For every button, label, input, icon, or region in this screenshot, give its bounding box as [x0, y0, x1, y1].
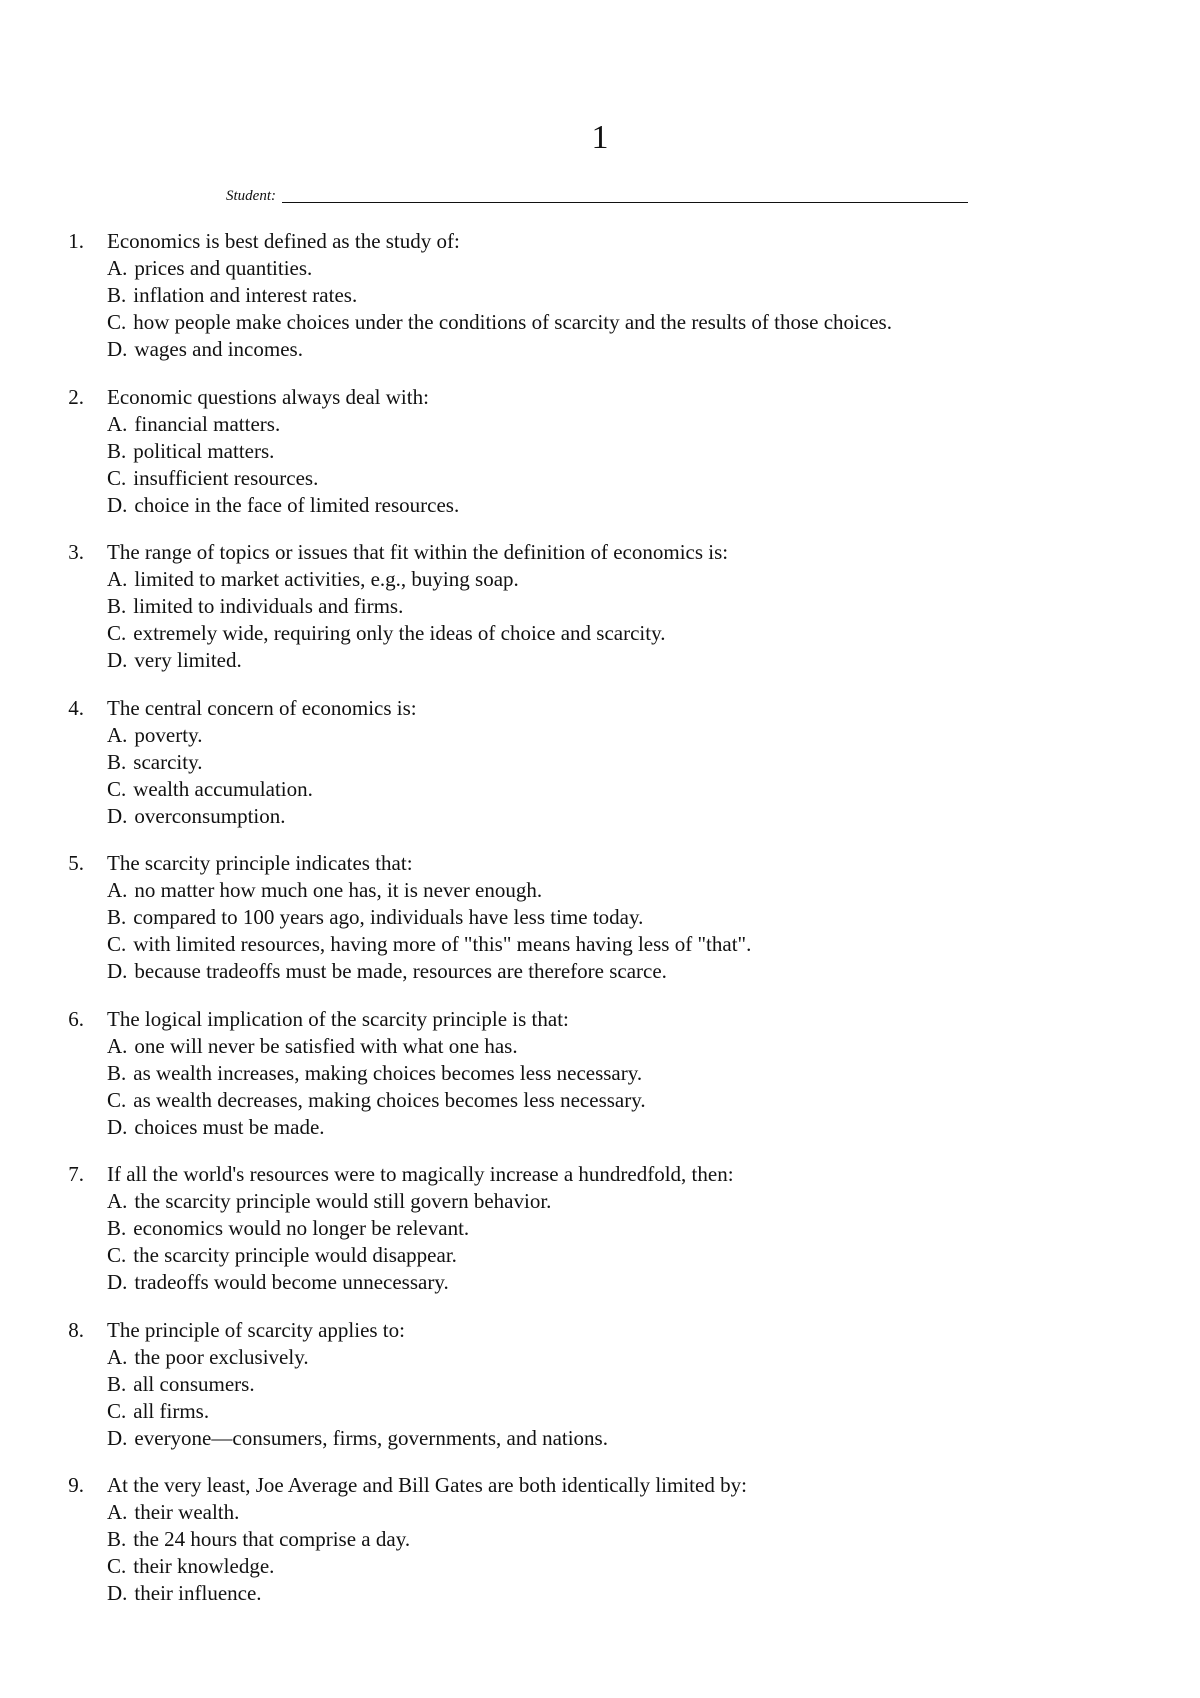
choice-letter: A. — [107, 411, 128, 436]
choice-text: the poor exclusively. — [134, 1344, 309, 1369]
choice-letter: D. — [107, 803, 128, 828]
choice-letter: A. — [107, 256, 128, 280]
choice-c — [107, 1398, 209, 1425]
student-name-field[interactable] — [226, 186, 968, 206]
choice-letter: B. — [107, 1216, 127, 1240]
choice-text: how people make choices under the conditions of scarcity and the results of those choices. — [133, 310, 892, 334]
choice-letter: B. — [107, 1060, 127, 1085]
choice-d — [107, 1425, 608, 1452]
choice-c — [107, 309, 892, 336]
choice-c — [107, 620, 665, 647]
choice-letter: D. — [107, 1425, 128, 1450]
question-number: 1. — [68, 229, 84, 253]
choice-text: all consumers. — [133, 1371, 255, 1396]
question-stem: At the very least, Joe Average and Bill Gates are both identically limited by: — [107, 1473, 747, 1497]
choice-text: limited to individuals and firms. — [133, 594, 404, 618]
choice-text: choices must be made. — [134, 1114, 325, 1139]
page-number: 1 — [591, 119, 609, 156]
question-stem: The logical implication of the scarcity principle is that: — [107, 1006, 569, 1031]
choice-letter: C. — [107, 1554, 127, 1578]
choice-text: wealth accumulation. — [133, 776, 313, 801]
choice-letter: C. — [107, 621, 127, 645]
choice-text: because tradeoffs must be made, resources are therefore scarce. — [134, 959, 667, 983]
choice-text: as wealth increases, making choices becomes less necessary. — [133, 1060, 643, 1085]
choice-text: one will never be satisfied with what one has. — [134, 1033, 518, 1058]
choice-c — [107, 465, 318, 492]
choice-letter: C. — [107, 1398, 127, 1423]
question-stem: Economics is best defined as the study of: — [107, 229, 460, 253]
choice-text: insufficient resources. — [133, 465, 319, 490]
choice-b — [107, 1526, 410, 1553]
choice-letter: B. — [107, 1371, 127, 1396]
choice-text: choice in the face of limited resources. — [134, 492, 460, 517]
question-6 — [0, 1006, 1200, 1162]
choice-b — [107, 282, 357, 309]
choice-text: no matter how much one has, it is never enough. — [134, 878, 543, 902]
choice-text: wages and incomes. — [134, 337, 303, 361]
choice-letter: B. — [107, 1527, 127, 1551]
choice-letter: B. — [107, 905, 127, 929]
choice-letter: D. — [107, 959, 128, 983]
choice-text: financial matters. — [134, 411, 281, 436]
choice-d — [107, 803, 285, 830]
choice-text: compared to 100 years ago, individuals have less time today. — [133, 905, 644, 929]
choice-letter: B. — [107, 283, 127, 307]
choice-letter: A. — [107, 1189, 128, 1213]
choice-a — [107, 1188, 551, 1215]
choice-d — [107, 647, 242, 674]
choice-letter: B. — [107, 594, 127, 618]
question-number: 8. — [68, 1317, 84, 1342]
choice-b — [107, 1215, 469, 1242]
question-stem: The scarcity principle indicates that: — [107, 851, 413, 875]
choice-text: political matters. — [133, 438, 275, 463]
choice-letter: D. — [107, 1581, 128, 1605]
choice-a — [107, 255, 312, 282]
question-4 — [0, 695, 1200, 851]
choice-letter: A. — [107, 1033, 128, 1058]
choice-text: tradeoffs would become unnecessary. — [134, 1270, 449, 1294]
choice-letter: A. — [107, 1344, 128, 1369]
question-1 — [0, 228, 1200, 384]
choice-d — [107, 958, 667, 985]
choice-letter: A. — [107, 1500, 128, 1524]
question-number: 9. — [68, 1473, 84, 1497]
choice-c — [107, 776, 313, 803]
student-label: Student: — [226, 188, 276, 204]
question-stem: If all the world's resources were to magically increase a hundredfold, then: — [107, 1162, 734, 1186]
choice-text: overconsumption. — [134, 803, 286, 828]
choice-text: economics would no longer be relevant. — [133, 1216, 470, 1240]
choice-text: the 24 hours that comprise a day. — [133, 1527, 411, 1551]
choice-letter: D. — [107, 648, 128, 672]
choice-text: very limited. — [134, 648, 242, 672]
question-number: 7. — [68, 1162, 84, 1186]
question-list — [0, 228, 1200, 1628]
choice-d — [107, 1269, 449, 1296]
choice-b — [107, 593, 403, 620]
choice-text: the scarcity principle would disappear. — [133, 1243, 457, 1267]
choice-a — [107, 877, 542, 904]
question-9 — [0, 1472, 1200, 1628]
choice-d — [107, 492, 459, 519]
choice-text: their wealth. — [134, 1500, 240, 1524]
choice-letter: C. — [107, 1087, 127, 1112]
question-number: 5. — [68, 851, 84, 875]
choice-text: with limited resources, having more of "this" means having less of "that". — [133, 932, 752, 956]
question-number: 3. — [68, 540, 84, 564]
choice-letter: B. — [107, 749, 127, 774]
choice-b — [107, 904, 643, 931]
choice-text: poverty. — [134, 722, 203, 747]
question-3 — [0, 539, 1200, 695]
choice-c — [107, 1553, 274, 1580]
choice-text: all firms. — [133, 1398, 210, 1423]
choice-letter: C. — [107, 465, 127, 490]
choice-a — [107, 566, 519, 593]
question-stem: The central concern of economics is: — [107, 695, 417, 720]
choice-letter: A. — [107, 878, 128, 902]
question-2 — [0, 384, 1200, 540]
choice-text: limited to market activities, e.g., buying soap. — [134, 567, 519, 591]
choice-c — [107, 1087, 646, 1114]
choice-letter: C. — [107, 1243, 127, 1267]
choice-text: the scarcity principle would still govern behavior. — [134, 1189, 552, 1213]
choice-letter: C. — [107, 776, 127, 801]
choice-a — [107, 1344, 309, 1371]
choice-letter: C. — [107, 310, 127, 334]
choice-letter: A. — [107, 567, 128, 591]
choice-text: scarcity. — [133, 749, 203, 774]
choice-letter: D. — [107, 492, 128, 517]
question-stem: The principle of scarcity applies to: — [107, 1317, 405, 1342]
question-5 — [0, 850, 1200, 1006]
choice-letter: D. — [107, 1114, 128, 1139]
choice-letter: B. — [107, 438, 127, 463]
question-stem: Economic questions always deal with: — [107, 384, 429, 409]
choice-letter: A. — [107, 722, 128, 747]
choice-text: everyone—consumers, firms, governments, and nations. — [134, 1425, 608, 1450]
choice-a — [107, 722, 202, 749]
question-7 — [0, 1161, 1200, 1317]
choice-a — [107, 1033, 518, 1060]
choice-c — [107, 931, 751, 958]
choice-b — [107, 1371, 255, 1398]
choice-text: prices and quantities. — [134, 256, 313, 280]
choice-text: their knowledge. — [133, 1554, 275, 1578]
choice-d — [107, 1580, 262, 1607]
student-name-underline — [282, 202, 968, 203]
choice-text: extremely wide, requiring only the ideas of choice and scarcity. — [133, 621, 666, 645]
choice-a — [107, 411, 280, 438]
choice-a — [107, 1499, 239, 1526]
choice-text: inflation and interest rates. — [133, 283, 358, 307]
choice-letter: D. — [107, 337, 128, 361]
choice-text: their influence. — [134, 1581, 262, 1605]
choice-text: as wealth decreases, making choices becomes less necessary. — [133, 1087, 646, 1112]
choice-letter: C. — [107, 932, 127, 956]
question-8 — [0, 1317, 1200, 1473]
choice-c — [107, 1242, 457, 1269]
choice-b — [107, 749, 202, 776]
question-number: 6. — [68, 1006, 84, 1031]
choice-b — [107, 438, 274, 465]
question-number: 4. — [68, 695, 84, 720]
choice-letter: D. — [107, 1270, 128, 1294]
question-stem: The range of topics or issues that fit within the definition of economics is: — [107, 540, 729, 564]
choice-d — [107, 336, 303, 363]
choice-d — [107, 1114, 325, 1141]
question-number: 2. — [68, 384, 84, 409]
choice-b — [107, 1060, 642, 1087]
